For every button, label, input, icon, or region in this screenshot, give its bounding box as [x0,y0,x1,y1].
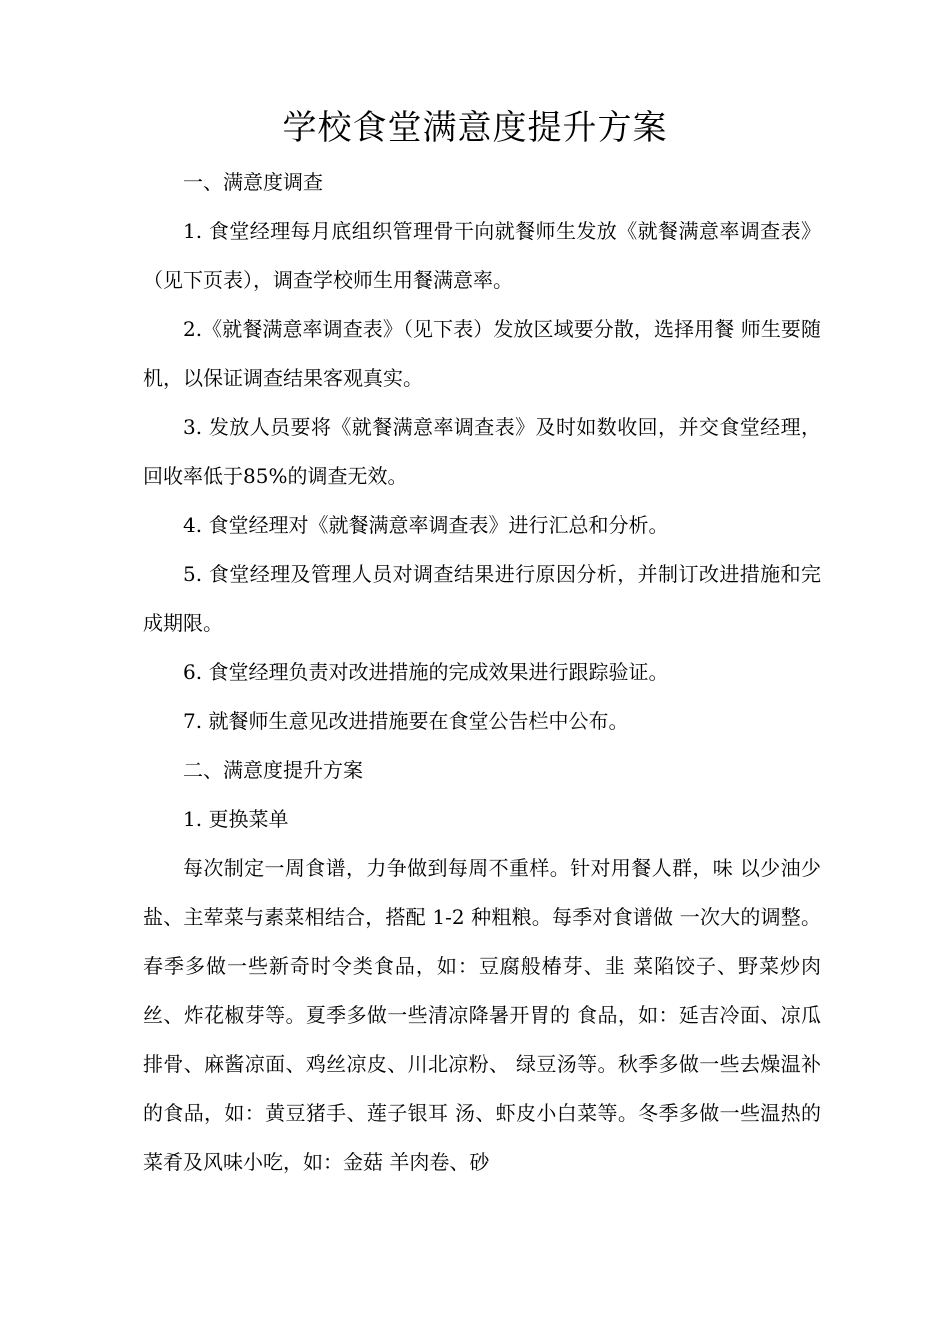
paragraph-item-4: 4. 食堂经理对《就餐满意率调查表》进行汇总和分析。 [183,513,669,537]
paragraph-item-3: 3. 发放人员要将《就餐满意率调查表》及时如数收回，并交食堂经理，回收率低于85%的调查无效。 [143,415,821,488]
document-body [143,158,821,1187]
section-heading-survey: 一、满意度调查 [183,170,323,194]
paragraph-menu-details: 每次制定一周食谱，力争做到每周不重样。针对用餐人群，味 以少油少盐、主荤菜与素菜相结合，搭配 1-2 种粗粮。每季对食谱做 一次大的调整。春季多做一些新奇时令类食品，如：豆腐般椿芽、韭 菜陷饺子、野菜炒肉丝、炸花椒芽等。夏季多做一些清凉降暑开胃的 食品，如：延吉冷面、凉瓜排骨、麻酱凉面、鸡丝凉皮、川北凉粉、 绿豆汤等。秋季多做一些去燥温补的食品，如：黄豆猪手、莲子银耳 汤、虾皮小白菜等。冬季多做一些温热的菜肴及风味小吃，如：金菇 羊肉卷、砂 [143,856,821,1174]
paragraph-item-2: 2.《就餐满意率调查表》（见下表）发放区域要分散，选择用餐 师生要随机，以保证调查结果客观真实。 [143,317,821,390]
paragraph-item-5: 5. 食堂经理及管理人员对调查结果进行原因分析，并制订改进措施和完成期限。 [143,562,821,635]
paragraph-item-6: 6. 食堂经理负责对改进措施的完成效果进行跟踪验证。 [183,660,669,684]
subheading-change-menu: 1. 更换菜单 [183,807,289,831]
paragraph-item-1: 1. 食堂经理每月底组织管理骨干向就餐师生发放《就餐满意率调查表》（见下页表），调查学校师生用餐满意率。 [143,219,821,292]
page-title: 学校食堂满意度提升方案 [282,108,668,148]
paragraph-item-7: 7. 就餐师生意见改进措施要在食堂公告栏中公布。 [183,709,629,733]
section-heading-plan: 二、满意度提升方案 [183,758,363,782]
